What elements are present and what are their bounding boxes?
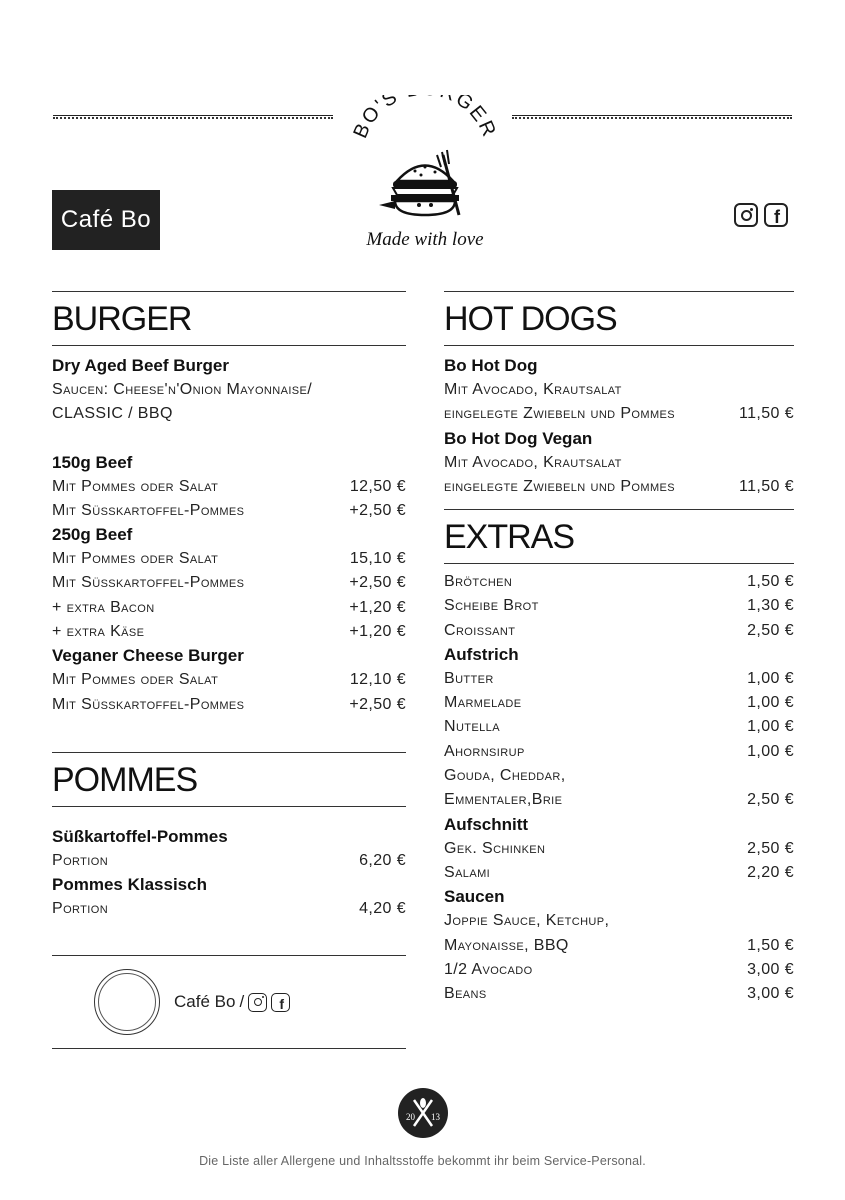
hotdogs-title: HOT DOGS: [444, 300, 617, 338]
instagram-icon[interactable]: [248, 993, 267, 1012]
saucen-title: Saucen: [444, 887, 505, 907]
pommes-title: POMMES: [52, 761, 198, 799]
bo-hot-dog-name: Bo Hot Dog: [444, 356, 538, 375]
classic-fries-name: Pommes Klassisch: [52, 875, 207, 895]
row-price: 1,50 €: [747, 936, 794, 954]
cafe-round-logo: [94, 969, 160, 1035]
row-label: Butter: [444, 669, 494, 687]
row-price: 1,00 €: [747, 694, 794, 712]
price-row: [444, 982, 794, 1006]
row-price: 3,00 €: [747, 960, 794, 978]
row-label: Mit Pommes oder Salat: [52, 477, 219, 495]
row-label: Portion: [52, 900, 109, 918]
row-label: Mit Süsskartoffel-Pommes: [52, 695, 245, 713]
price-row: [444, 594, 794, 618]
bos-burger-logo: [345, 95, 505, 255]
aufschnitt-title: Aufschnitt: [444, 814, 529, 834]
bo-hot-dog-vegan-desc: Mit Avocado, Krautsalat: [444, 453, 622, 471]
row-price: 4,20 €: [359, 900, 406, 918]
price-row: [52, 547, 406, 571]
row-label: + extra Käse: [52, 623, 145, 641]
row-label: Mit Süsskartoffel-Pommes: [52, 501, 245, 519]
bo-hot-dog-vegan-name: Bo Hot Dog Vegan: [444, 428, 593, 448]
row-label: Croissant: [444, 621, 516, 639]
row-price: +1,20 €: [349, 623, 406, 641]
price-row: [52, 571, 406, 595]
dry-aged-sauces-line1: Saucen: Cheese'n'Onion Mayonnaise/: [52, 381, 313, 398]
sweet-fries-name: Süßkartoffel-Pommes: [52, 827, 228, 846]
bo-hot-dog-desc: Mit Avocado, Krautsalat: [444, 381, 622, 398]
row-price: 15,10 €: [349, 550, 406, 568]
row-label: Mayonaisse, BBQ: [444, 936, 569, 954]
beef-250-name: 250g Beef: [52, 525, 133, 545]
price-row: [52, 475, 406, 499]
price-row: [444, 475, 794, 499]
saucen-line1: Joppie Sauce, Ketchup,: [444, 912, 610, 930]
row-price: 1,00 €: [747, 718, 794, 736]
row-price: 1,50 €: [747, 573, 794, 590]
cafe-bo-logo-text: Café Bo: [60, 206, 152, 233]
row-price: 3,00 €: [747, 985, 794, 1003]
aufstrich-title: Aufstrich: [444, 644, 519, 664]
burger-mascot-icon: [345, 95, 505, 255]
row-label: Brötchen: [444, 573, 513, 590]
extras-title: EXTRAS: [444, 518, 575, 556]
row-price: 11,50 €: [739, 477, 794, 495]
pommes-section: [52, 752, 406, 922]
row-label: Beans: [444, 985, 487, 1003]
price-row: [52, 668, 406, 692]
row-label: Mit Pommes oder Salat: [52, 550, 219, 568]
price-row: [52, 897, 406, 921]
price-row: [52, 620, 406, 644]
row-label: Mit Pommes oder Salat: [52, 671, 219, 689]
row-price: 12,50 €: [349, 477, 406, 495]
dry-aged-sauces-line2: CLASSIC / BBQ: [52, 405, 173, 423]
social-links: [734, 203, 788, 227]
row-label: Nutella: [444, 718, 500, 736]
cheese-line1: Gouda, Cheddar,: [444, 767, 566, 785]
fork-knife-emblem: [398, 1088, 448, 1138]
price-row: [52, 596, 406, 620]
burger-title: BURGER: [52, 300, 192, 338]
price-row: [52, 499, 406, 523]
brand-name-text: BO'S GER: [349, 95, 501, 142]
cafe-footer-separator: /: [239, 992, 245, 1011]
row-label: eingelegte Zwiebeln und Pommes: [444, 477, 675, 495]
row-price: 2,50 €: [747, 791, 794, 809]
price-row: [444, 837, 794, 861]
price-row: [444, 619, 794, 643]
row-label: Gek. Schinken: [444, 839, 546, 857]
row-price: +2,50 €: [349, 574, 406, 592]
row-label: 1/2 Avocado: [444, 960, 533, 978]
price-row: [444, 402, 794, 426]
price-row: [444, 934, 794, 958]
row-label: eingelegte Zwiebeln und Pommes: [444, 405, 675, 423]
vegan-burger-name: Veganer Cheese Burger: [52, 646, 244, 666]
cafe-footer-block: [52, 955, 406, 1049]
dry-aged-burger-name: Dry Aged Beef Burger: [52, 356, 229, 375]
emblem-year-right: 13: [431, 1112, 440, 1122]
row-price: 11,50 €: [739, 405, 794, 423]
emblem-year-left: 20: [406, 1112, 415, 1122]
price-row: [444, 740, 794, 764]
price-row: [52, 693, 406, 717]
instagram-icon[interactable]: [734, 203, 758, 227]
price-row: [444, 691, 794, 715]
row-label: Emmentaler,Brie: [444, 791, 563, 809]
row-price: +2,50 €: [349, 501, 406, 519]
price-row: [52, 849, 406, 873]
facebook-icon[interactable]: f: [764, 203, 788, 227]
price-row: [444, 570, 794, 594]
row-label: Salami: [444, 863, 491, 881]
row-price: +1,20 €: [349, 598, 406, 616]
row-label: Scheibe Brot: [444, 597, 539, 615]
beef-150-name: 150g Beef: [52, 452, 133, 472]
header-divider-left: [53, 115, 333, 119]
hotdogs-section: [444, 291, 794, 499]
facebook-icon[interactable]: f: [271, 993, 290, 1012]
burger-section: [52, 291, 406, 717]
row-price: 1,00 €: [747, 742, 794, 760]
row-price: 2,50 €: [747, 621, 794, 639]
price-row: [444, 788, 794, 812]
price-row: [444, 715, 794, 739]
row-label: Ahornsirup: [444, 742, 525, 760]
row-price: 2,20 €: [747, 863, 794, 881]
row-price: 1,00 €: [747, 669, 794, 687]
price-row: [444, 667, 794, 691]
extras-section: [444, 509, 794, 1006]
price-row: [444, 958, 794, 982]
allergen-footnote: Die Liste aller Allergene und Inhaltsstoffe bekommt ihr beim Service-Personal.: [199, 1154, 646, 1168]
row-label: + extra Bacon: [52, 598, 155, 616]
row-price: 1,30 €: [747, 597, 794, 615]
brand-tagline: Made with love: [366, 229, 484, 250]
cafe-bo-logo: [52, 190, 160, 250]
section-divider: [52, 1048, 406, 1049]
row-label: Portion: [52, 852, 109, 869]
cafe-footer-name: Café Bo: [174, 992, 236, 1011]
row-label: Marmelade: [444, 694, 522, 712]
header-divider-right: [512, 115, 792, 119]
row-price: +2,50 €: [349, 695, 406, 713]
row-price: 2,50 €: [747, 839, 794, 857]
price-row: [444, 861, 794, 885]
row-price: 6,20 €: [359, 852, 406, 869]
row-price: 12,10 €: [349, 671, 406, 689]
row-label: Mit Süsskartoffel-Pommes: [52, 574, 245, 592]
